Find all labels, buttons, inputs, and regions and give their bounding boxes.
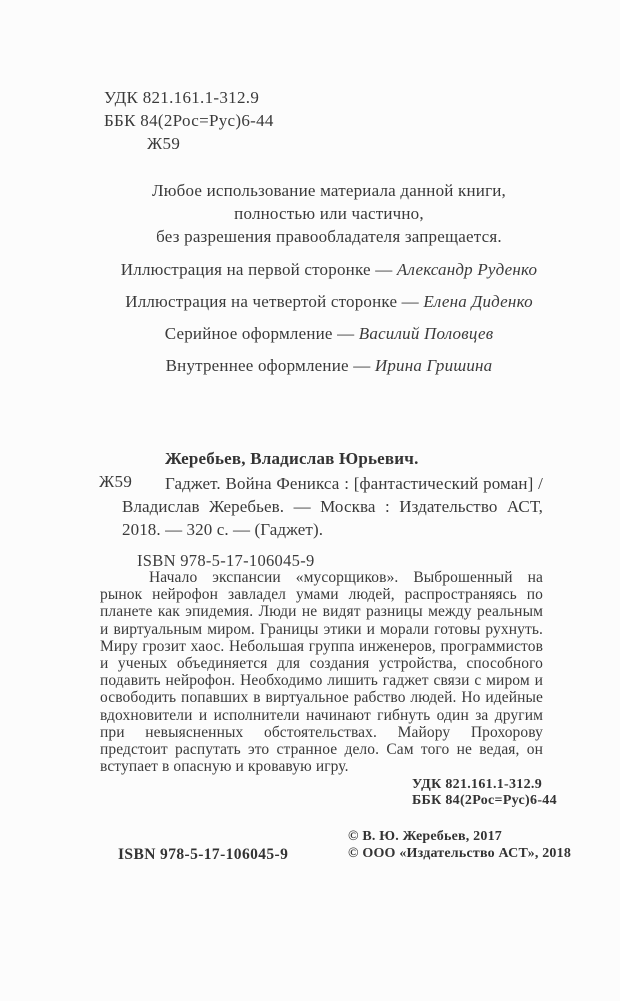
annotation-text: Начало экспансии «мусорщиков». Выброшенный на рынок нейрофон завладел умами людей, распространяясь по планете как эпидемия. Люди не видят разницы между реальным и виртуальным миром. Границы этики и морали готовы рухнуть. Миру грозит хаос. Небольшая группа инженеров, программистов и ученых объединяется для создания устройства, способного подавить нейрофон. Необходимо лишить гаджет связи с миром и освободить попавших в виртуальное рабство людей. Но идейные вдохновители и исполнители начинают гибнуть один за другим при невыясненных обстоятельствах. Майору Прохорову предстоит распутать это странное дело. Сам того не ведая, он вступает в опасную и кровавую игру. <box>100 569 543 776</box>
credits-block <box>104 254 554 382</box>
copyright-author: © В. Ю. Жеребьев, 2017 <box>348 829 502 844</box>
usage-notice-line: без разрешения правообладателя запрещается. <box>156 227 502 246</box>
udk-code-top: УДК 821.161.1-312.9 <box>104 88 260 107</box>
card-author: Жеребьев, Владислав Юрьевич. <box>165 449 419 468</box>
footer-isbn: ISBN 978-5-17-106045-9 <box>118 846 289 863</box>
credit-role: Серийное оформление — <box>164 324 355 343</box>
credit-name: Елена Диденко <box>423 292 533 311</box>
udk-code-bottom: УДК 821.161.1-312.9 <box>412 777 543 792</box>
credit-line <box>104 254 554 286</box>
classification-codes-bottom <box>412 777 557 808</box>
usage-notice-line: полностью или частично, <box>234 204 424 223</box>
card-isbn: ISBN 978-5-17-106045-9 <box>137 551 315 570</box>
credit-name: Александр Руденко <box>396 260 538 279</box>
bbk-code-top: ББК 84(2Рос=Рус)6-44 <box>104 111 274 130</box>
usage-notice-line: Любое использование материала данной книги, <box>152 181 506 200</box>
credit-role: Иллюстрация на четвертой сторонке — <box>125 292 419 311</box>
credit-line <box>104 318 554 350</box>
card-author-sign: Ж59 <box>99 472 133 491</box>
credit-name: Ирина Гришина <box>374 356 493 375</box>
copyright-block <box>348 829 571 862</box>
card-description: Гаджет. Война Феникса : [фантастический роман] / Владислав Жеребьев. — Москва : Издательство АСТ, 2018. — 320 с. — (Гаджет). <box>122 474 543 539</box>
copyright-publisher: © ООО «Издательство АСТ», 2018 <box>348 845 572 861</box>
bbk-code-bottom: ББК 84(2Рос=Рус)6-44 <box>412 792 557 808</box>
credit-name: Василий Половцев <box>358 324 494 343</box>
credit-role: Внутреннее оформление — <box>165 356 371 375</box>
author-sign-top: Ж59 <box>147 134 181 153</box>
classification-codes-top <box>104 86 274 155</box>
credit-line <box>104 350 554 382</box>
credit-role: Иллюстрация на первой сторонке — <box>120 260 393 279</box>
credit-line <box>104 286 554 318</box>
usage-notice <box>104 179 554 248</box>
